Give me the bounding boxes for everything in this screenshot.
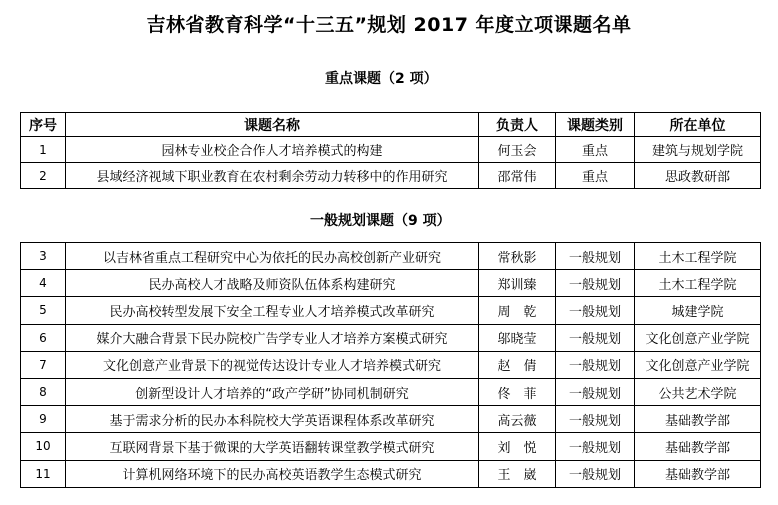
row-unit: 土木工程学院: [635, 270, 761, 297]
table-row: [21, 270, 761, 297]
row-name: 计算机网络环境下的民办高校英语教学生态模式研究: [66, 460, 479, 487]
table-row: [21, 378, 761, 405]
row-name: 互联网背景下基于微课的大学英语翻转课堂教学模式研究: [66, 433, 479, 460]
row-no: 1: [21, 137, 66, 163]
row-lead: 佟 菲: [479, 378, 556, 405]
row-type: 一般规划: [556, 433, 635, 460]
row-unit: 城建学院: [635, 297, 761, 324]
row-name: 文化创意产业背景下的视觉传达设计专业人才培养模式研究: [66, 351, 479, 378]
table-row: [21, 163, 761, 189]
row-type: 一般规划: [556, 270, 635, 297]
general-section-heading: 一般规划课题（9 项）: [310, 213, 451, 229]
row-no: 9: [21, 406, 66, 433]
row-name: 民办高校转型发展下安全工程专业人才培养模式改革研究: [66, 297, 479, 324]
row-no: 8: [21, 378, 66, 405]
general-projects-table: [20, 242, 761, 488]
row-no: 10: [21, 433, 66, 460]
row-name: 基于需求分析的民办本科院校大学英语课程体系改革研究: [66, 406, 479, 433]
row-type: 一般规划: [556, 460, 635, 487]
row-lead: 刘 悦: [479, 433, 556, 460]
row-unit: 文化创意产业学院: [635, 324, 761, 351]
col-header-unit: 所在单位: [635, 113, 761, 137]
row-unit: 基础教学部: [635, 460, 761, 487]
row-unit: 土木工程学院: [635, 243, 761, 270]
row-unit: 建筑与规划学院: [635, 137, 761, 163]
row-no: 2: [21, 163, 66, 189]
col-header-no: 序号: [21, 113, 66, 137]
row-type: 一般规划: [556, 378, 635, 405]
col-header-lead: 负责人: [479, 113, 556, 137]
row-name: 园林专业校企合作人才培养模式的构建: [66, 137, 479, 163]
table-row: [21, 297, 761, 324]
row-no: 4: [21, 270, 66, 297]
row-type: 一般规划: [556, 243, 635, 270]
col-header-type: 课题类别: [556, 113, 635, 137]
key-projects-table: [20, 112, 761, 189]
row-name: 县域经济视域下职业教育在农村剩余劳动力转移中的作用研究: [66, 163, 479, 189]
table-row: [21, 406, 761, 433]
table-row: [21, 137, 761, 163]
row-unit: 思政教研部: [635, 163, 761, 189]
row-lead: 郑训臻: [479, 270, 556, 297]
row-lead: 赵 倩: [479, 351, 556, 378]
row-no: 6: [21, 324, 66, 351]
row-unit: 公共艺术学院: [635, 378, 761, 405]
row-type: 一般规划: [556, 297, 635, 324]
table-row: [21, 351, 761, 378]
row-unit: 基础教学部: [635, 406, 761, 433]
key-section-heading: 重点课题（2 项）: [325, 71, 438, 87]
row-lead: 邬晓莹: [479, 324, 556, 351]
row-type: 一般规划: [556, 406, 635, 433]
row-type: 一般规划: [556, 351, 635, 378]
row-unit: 基础教学部: [635, 433, 761, 460]
row-lead: 高云薇: [479, 406, 556, 433]
table-row: [21, 460, 761, 487]
row-name: 媒介大融合背景下民办院校广告学专业人才培养方案模式研究: [66, 324, 479, 351]
row-lead: 王 崴: [479, 460, 556, 487]
row-unit: 文化创意产业学院: [635, 351, 761, 378]
row-name: 以吉林省重点工程研究中心为依托的民办高校创新产业研究: [66, 243, 479, 270]
page-title: 吉林省教育科学“十三五”规划 2017 年度立项课题名单: [146, 14, 632, 36]
row-type: 重点: [556, 163, 635, 189]
row-no: 3: [21, 243, 66, 270]
table-row: [21, 433, 761, 460]
row-lead: 常秋影: [479, 243, 556, 270]
row-no: 11: [21, 460, 66, 487]
row-name: 民办高校人才战略及师资队伍体系构建研究: [66, 270, 479, 297]
row-lead: 邵常伟: [479, 163, 556, 189]
col-header-name: 课题名称: [66, 113, 479, 137]
row-no: 7: [21, 351, 66, 378]
row-type: 重点: [556, 137, 635, 163]
row-lead: 周 乾: [479, 297, 556, 324]
row-type: 一般规划: [556, 324, 635, 351]
row-lead: 何玉会: [479, 137, 556, 163]
row-name: 创新型设计人才培养的“政产学研”协同机制研究: [66, 378, 479, 405]
table-row: [21, 243, 761, 270]
row-no: 5: [21, 297, 66, 324]
table-row: [21, 324, 761, 351]
table-header-row: [21, 113, 761, 137]
